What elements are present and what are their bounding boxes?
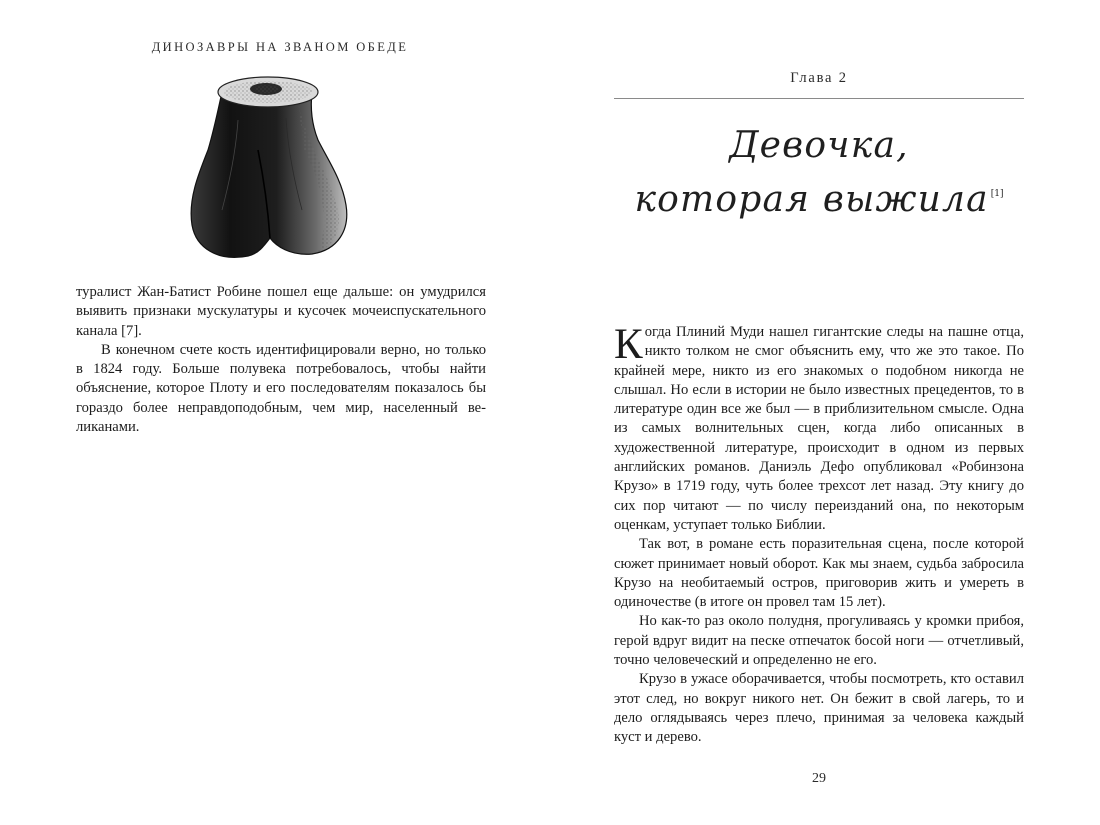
page-number: 29 (812, 771, 826, 786)
first-paragraph (614, 323, 1024, 535)
paragraph: Но как-то раз около полудня, прогуливаясь у кромки прибоя, герой вдруг видит на песке отпечаток босой ноги — отчетливый, точно человеческий и определенно не его. (614, 613, 1024, 669)
chapter-title-line-2 (614, 170, 1024, 224)
chapter-title-text: которая выжила (634, 179, 989, 220)
left-body-text (76, 283, 486, 437)
right-body-text (614, 323, 1024, 748)
paragraph: туралист Жан-Батист Робине пошел еще дальше: он умудрился выявить признаки мускулатуры и кусочек мочеиспускательного канала [7]. (76, 284, 486, 339)
chapter-label: Глава 2 (790, 70, 848, 86)
running-head: ДИНОЗАВРЫ НА ЗВАНОМ ОБЕДЕ (151, 40, 409, 54)
footnote-marker[interactable]: [1] (990, 189, 1004, 199)
paragraph: Крузо в ужасе оборачивается, чтобы посмотреть, кто оставил этот след, но вокруг никого нет. Он бежит в свой лагерь, то и дело оглядываясь через плечо, принимая за человека каждый куст и дерево. (614, 671, 1024, 746)
chapter-title (614, 122, 1024, 224)
chapter-divider (614, 98, 1024, 99)
drop-cap: К (614, 321, 643, 368)
first-paragraph-text: огда Плиний Муди нашел гигантские следы на пашне отца, никто толком не смог объяснить ему, что же это такое. По крайней мере, никто из его знакомых о подобном никогда не слышал. Но если в истории не было известных прецедентов, то в литературе один все же был — в приблизительном смысле. Одна из самых волнительных сцен, когда либо описанных в художественной литературе, происходит в одном из первых английских романов. Даниэль Дефо опубликовал «Робинзона Крузо» в 1719 году, чуть более трехсот лет назад. Эту книгу до сих пор читают — по числу переизданий она, по некоторым оценкам, уступает только Библии. (614, 324, 1024, 533)
paragraph: Так вот, в романе есть поразительная сцена, после которой сюжет принимает новый оборот. Как мы знаем, судьба забросила Крузо на необитаемый остров, приговорив жить и умереть в одиночестве (в итоге он провел там 15 лет). (614, 536, 1024, 611)
chapter-title-line: Девочка, (729, 125, 909, 166)
paragraph: В конечном счете кость идентифицировали верно, но только в 1824 году. Больше полувека потребовалось, чтобы найти объяснение, которое Плоту и его последователям показалось бы гораздо более неправдоподобным, чем мир, населенный великанами. (76, 341, 486, 436)
bone-fossil-illustration (178, 70, 356, 268)
